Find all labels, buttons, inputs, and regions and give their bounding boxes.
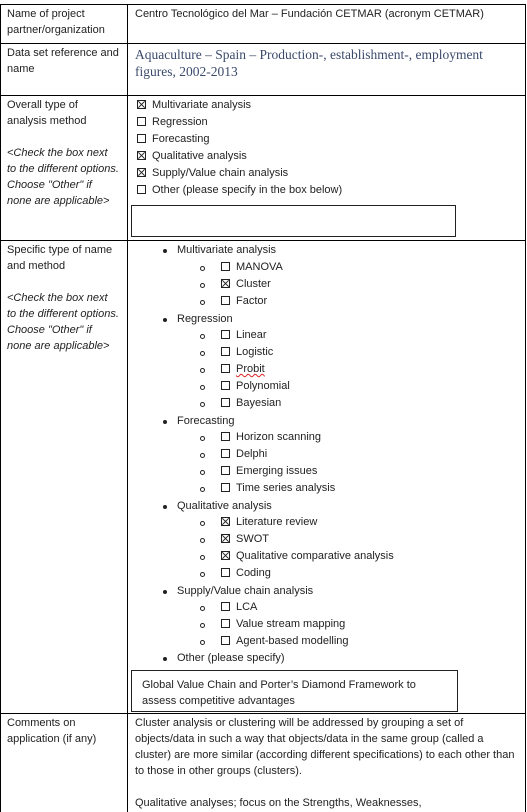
method-item-factor[interactable] — [221, 293, 267, 309]
checkbox-unchecked[interactable] — [221, 483, 230, 492]
method-group-label: Supply/Value chain analysis — [177, 585, 314, 597]
overall-option-label: Regression — [152, 116, 208, 128]
bullet-icon — [163, 249, 167, 253]
checkbox-checked[interactable] — [221, 551, 230, 560]
method-item-delphi[interactable] — [221, 446, 267, 462]
checkbox-unchecked[interactable] — [221, 381, 230, 390]
specific-type-instruction: <Check the box next to the different options. Choose "Other" if none are applicable> — [7, 292, 119, 352]
method-group-supply-chain — [177, 583, 313, 599]
checkbox-unchecked[interactable] — [221, 466, 230, 475]
sub-bullet-icon — [200, 555, 205, 560]
checkbox-unchecked[interactable] — [221, 398, 230, 407]
method-item-linear[interactable] — [221, 327, 267, 343]
checkbox-checked[interactable] — [221, 534, 230, 543]
sub-bullet-icon — [200, 368, 205, 373]
checkbox-unchecked[interactable] — [221, 602, 230, 611]
overall-option-label: Multivariate analysis — [152, 99, 252, 111]
overall-option-label: Other (please specify in the box below) — [152, 184, 343, 196]
sub-bullet-icon — [200, 334, 205, 339]
method-item-time-series[interactable] — [221, 480, 335, 496]
sub-bullet-icon — [200, 538, 205, 543]
checkbox-unchecked[interactable] — [221, 449, 230, 458]
checkbox-unchecked[interactable] — [137, 134, 146, 143]
specific-other-textbox[interactable] — [131, 670, 458, 712]
method-item-label: Agent-based modelling — [236, 635, 349, 647]
table-row-divider — [0, 43, 526, 44]
sub-bullet-icon — [200, 623, 205, 628]
checkbox-unchecked[interactable] — [221, 636, 230, 645]
specific-other-value: Global Value Chain and Porter’s Diamond Framework to assess competitive advantages — [142, 679, 416, 707]
checkbox-unchecked[interactable] — [221, 262, 230, 271]
overall-option-label: Forecasting — [152, 133, 210, 145]
checkbox-unchecked[interactable] — [137, 117, 146, 126]
bullet-icon — [163, 590, 167, 594]
sub-bullet-icon — [200, 300, 205, 305]
method-item-label: Delphi — [236, 448, 268, 460]
method-group-qualitative — [177, 498, 272, 514]
specific-type-label-text: Specific type of name and method — [7, 244, 113, 272]
bullet-icon — [163, 420, 167, 424]
partner-label — [7, 6, 122, 38]
method-item-label: Coding — [236, 567, 271, 579]
sub-bullet-icon — [200, 521, 205, 526]
bullet-icon — [163, 657, 167, 661]
method-item-logistic[interactable] — [221, 344, 273, 360]
method-item-literature-review[interactable] — [221, 514, 317, 530]
method-item-label: Literature review — [236, 516, 318, 528]
overall-option-0[interactable] — [137, 97, 251, 113]
comments-paragraph-2: Qualitative analyses; focus on the Strengths, Weaknesses, — [135, 797, 422, 809]
method-item-qca[interactable] — [221, 548, 394, 564]
dataset-label — [7, 45, 122, 77]
overall-type-label — [7, 97, 119, 209]
partner-value-text: Centro Tecnológico del Mar – Fundación CETMAR (acronym CETMAR) — [135, 8, 484, 20]
checkbox-unchecked[interactable] — [137, 185, 146, 194]
comments-label-text: Comments on application (if any) — [7, 717, 97, 745]
sub-bullet-icon — [200, 572, 205, 577]
partner-value — [135, 6, 505, 22]
table-border-right — [525, 4, 526, 812]
checkbox-checked[interactable] — [221, 279, 230, 288]
checkbox-unchecked[interactable] — [221, 619, 230, 628]
method-item-agent-based[interactable] — [221, 633, 349, 649]
method-item-label: Probit — [236, 363, 265, 375]
sub-bullet-icon — [200, 453, 205, 458]
overall-other-textbox[interactable] — [131, 205, 456, 237]
table-border-top — [0, 4, 526, 5]
method-item-lca[interactable] — [221, 599, 257, 615]
overall-option-label: Qualitative analysis — [152, 150, 247, 162]
table-border-left — [0, 4, 1, 812]
specific-type-label — [7, 242, 119, 354]
sub-bullet-icon — [200, 351, 205, 356]
overall-option-4[interactable] — [137, 165, 288, 181]
table-column-divider — [127, 4, 128, 812]
method-item-label: Time series analysis — [236, 482, 336, 494]
checkbox-checked[interactable] — [137, 151, 146, 160]
comments-value — [135, 715, 520, 811]
method-group-multivariate — [177, 242, 276, 258]
method-item-cluster[interactable] — [221, 276, 271, 292]
checkbox-unchecked[interactable] — [221, 568, 230, 577]
sub-bullet-icon — [200, 266, 205, 271]
table-row-divider — [0, 95, 526, 96]
checkbox-unchecked[interactable] — [221, 432, 230, 441]
method-item-emerging-issues[interactable] — [221, 463, 317, 479]
sub-bullet-icon — [200, 487, 205, 492]
bullet-icon — [163, 318, 167, 322]
method-item-label: Bayesian — [236, 397, 282, 409]
comments-paragraph-1: Cluster analysis or clustering will be addressed by grouping a set of objects/data in such a way that objects/data in the same group (called a cluster) are more similar (according different specifications) to each other than to those in other groups (clusters). — [135, 717, 515, 777]
sub-bullet-icon — [200, 436, 205, 441]
method-item-label: Linear — [236, 329, 267, 341]
method-group-label: Forecasting — [177, 415, 235, 427]
method-item-label: Cluster — [236, 278, 271, 290]
method-item-manova[interactable] — [221, 259, 283, 275]
method-item-bayesian[interactable] — [221, 395, 281, 411]
method-item-label: Logistic — [236, 346, 274, 358]
sub-bullet-icon — [200, 470, 205, 475]
method-group-label: Qualitative analysis — [177, 500, 272, 512]
method-group-label: Multivariate analysis — [177, 244, 277, 256]
method-item-polynomial[interactable] — [221, 378, 290, 394]
table-row-divider — [0, 713, 526, 714]
method-item-label: Emerging issues — [236, 465, 318, 477]
sub-bullet-icon — [200, 640, 205, 645]
checkbox-checked[interactable] — [137, 168, 146, 177]
method-item-label: Qualitative comparative analysis — [236, 550, 394, 562]
dataset-label-text: Data set reference and name — [7, 47, 119, 75]
overall-type-instruction: <Check the box next to the different options. Choose "Other" if none are applicable> — [7, 147, 119, 207]
sub-bullet-icon — [200, 402, 205, 407]
checkbox-checked[interactable] — [137, 100, 146, 109]
overall-option-3[interactable] — [137, 148, 247, 164]
table-row-divider — [0, 240, 526, 241]
method-item-label: Polynomial — [236, 380, 290, 392]
method-item-swot[interactable] — [221, 531, 269, 547]
method-group-regression — [177, 311, 233, 327]
overall-option-1[interactable] — [137, 114, 208, 130]
bullet-icon — [163, 505, 167, 509]
method-item-label: MANOVA — [236, 261, 283, 273]
method-group-other — [177, 650, 285, 666]
method-group-label: Other (please specify) — [177, 652, 285, 664]
checkbox-unchecked[interactable] — [221, 364, 230, 373]
method-group-label: Regression — [177, 313, 233, 325]
overall-option-2[interactable] — [137, 131, 209, 147]
partner-label-text: Name of project partner/organization — [7, 8, 105, 36]
method-item-label: Factor — [236, 295, 268, 307]
checkbox-unchecked[interactable] — [221, 347, 230, 356]
sub-bullet-icon — [200, 385, 205, 390]
comments-label — [7, 715, 119, 747]
method-item-label: SWOT — [236, 533, 269, 545]
sub-bullet-icon — [200, 283, 205, 288]
method-item-label: Value stream mapping — [236, 618, 346, 630]
overall-type-label-text: Overall type of analysis method — [7, 99, 87, 127]
sub-bullet-icon — [200, 606, 205, 611]
checkbox-checked[interactable] — [221, 517, 230, 526]
method-item-horizon-scanning[interactable] — [221, 429, 321, 445]
method-item-probit[interactable] — [221, 361, 265, 377]
dataset-value — [135, 46, 495, 80]
checkbox-unchecked[interactable] — [221, 330, 230, 339]
method-item-label: LCA — [236, 601, 258, 613]
method-item-coding[interactable] — [221, 565, 271, 581]
dataset-value-text: Aquaculture – Spain – Production-, establishment-, employment figures, 2002-2013 — [135, 47, 483, 79]
method-item-value-stream[interactable] — [221, 616, 345, 632]
method-group-forecasting — [177, 413, 234, 429]
method-item-label: Horizon scanning — [236, 431, 321, 443]
overall-option-label: Supply/Value chain analysis — [152, 167, 289, 179]
overall-option-5[interactable] — [137, 182, 342, 198]
checkbox-unchecked[interactable] — [221, 296, 230, 305]
